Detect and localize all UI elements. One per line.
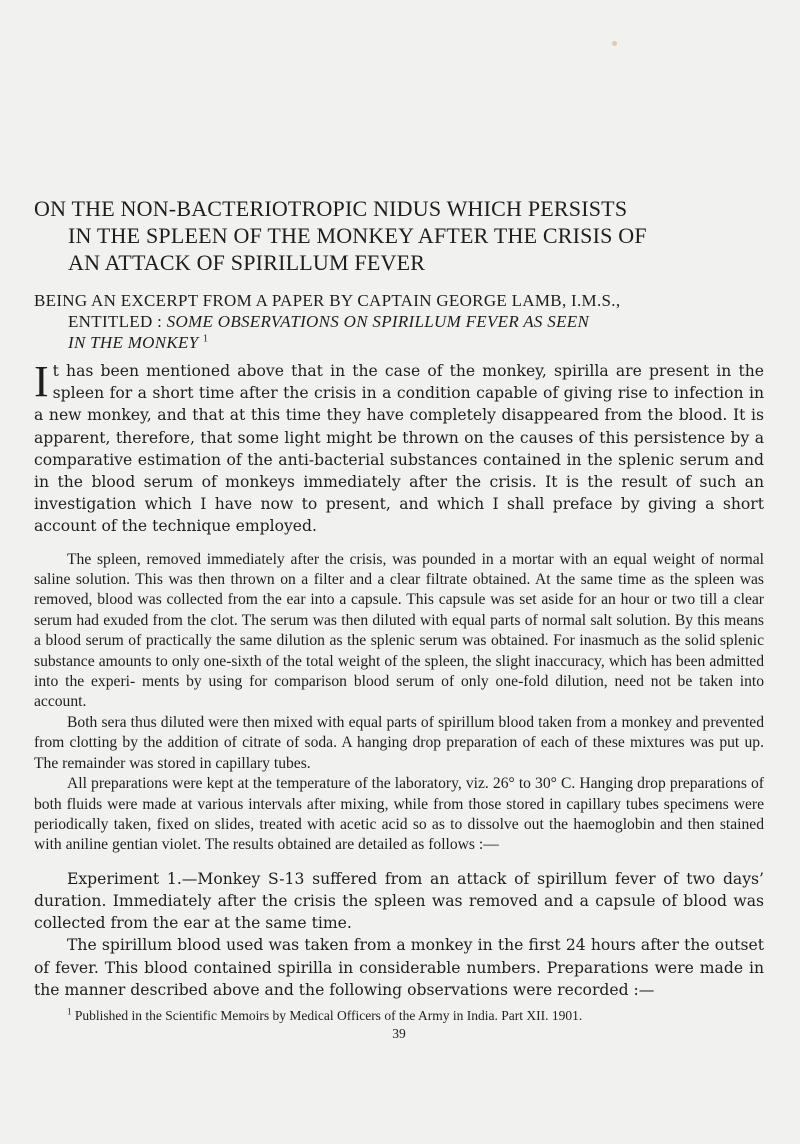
technique-paragraph-1: The spleen, removed immediately after the crisis, was pounded in a mortar with an equal weight of normal saline solution. This was then thrown on a filter and a clear filtrate obtained. At the same time as the spleen was removed, blood was collected from the ear into a capsule. This capsule was set aside for an hour or two till a clear serum had exuded from the clot. The serum was then diluted with equal parts of normal salt solution. By this means a blood serum of practically the same dilution as the splenic serum was obtained. For inasmuch as the solid splenic substance amounts to only one-sixth of the total weight of the spleen, the slight inaccuracy, which has been admitted into the experi- ments by using for comparison blood serum of only one-fold dilution, need not be taken into account. <box>34 550 764 711</box>
subtitle-paper-title-end: IN THE MONKEY <box>68 333 199 352</box>
footnote-text: Published in the Scientific Memoirs by Medical Officers of the Army in India. Part XII. 1901. <box>74 1007 583 1023</box>
intro-text: t has been mentioned above that in the case of the monkey, spirilla are present in the spleen for a short time after the crisis in a condition capable of giving rise to infection in a new monkey, and that at this time they have completely disappeared from the blood. It is apparent, therefore, that some light might be thrown on the causes of this persistence by a comparative estimation of the anti-bacterial substances contained in the splenic serum and in the blood serum of monkeys immediately after the crisis. It is the result of such an investigation which I have now to present, and which I shall preface by giving a short account of the technique employed. <box>34 362 764 536</box>
footnote-reference: 1 <box>203 333 209 345</box>
title-line-1: ON THE NON-BACTERIOTROPIC NIDUS WHICH PERSISTS <box>34 196 628 221</box>
experiment-1-paragraph-2: The spirillum blood used was taken from a monkey in the first 24 hours after the outset of fever. This blood contained spirilla in considerable numbers. Preparations were made in the manner described above and the following observations were recorded :— <box>34 936 764 999</box>
technique-paragraph-2: Both sera thus diluted were then mixed with equal parts of spirillum blood taken from a monkey and prevented from clotting by the addition of citrate of soda. A hanging drop preparation of each of these mixtures was put up. The remainder was stored in capillary tubes. <box>34 713 764 772</box>
page-number: 39 <box>392 1025 406 1041</box>
experiment-1-paragraph: Experiment 1.—Monkey S-13 suffered from an attack of spirillum fever of two days’ duration. Immediately after the crisis the spleen was removed and a capsule of blood was collected from the ear at the same time. <box>34 869 764 933</box>
technique-paragraph-3: All preparations were kept at the temperature of the laboratory, viz. 26° to 30° C. Hanging drop preparations of both fluids were made at various intervals after mixing, while from those stored in capillary tubes specimens were periodically taken, fixed on slides, treated with acetic acid so as to dissolve out the haemoglobin and then stained with aniline gentian violet. The results obtained are detailed as follows :— <box>34 775 764 854</box>
subtitle-paper-title: SOME OBSERVATIONS ON SPIRILLUM FEVER AS SEEN <box>166 312 590 331</box>
drop-cap: I <box>34 357 49 406</box>
subtitle-entitled: ENTITLED : <box>68 312 163 331</box>
subtitle-line-3 <box>34 332 764 353</box>
article-subtitle <box>34 290 764 353</box>
title-line-3: AN ATTACK OF SPIRILLUM FEVER <box>68 250 426 275</box>
footnote-marker: 1 <box>67 1006 72 1017</box>
paper-spot <box>612 41 617 46</box>
article-title <box>34 195 764 276</box>
subtitle-line-1: BEING AN EXCERPT FROM A PAPER BY CAPTAIN GEORGE LAMB, I.M.S., <box>34 291 621 310</box>
footnote <box>34 1007 764 1025</box>
intro-paragraph <box>34 357 764 538</box>
title-line-2: IN THE SPLEEN OF THE MONKEY AFTER THE CRISIS OF <box>68 223 647 248</box>
page <box>34 195 764 1043</box>
subtitle-line-2 <box>34 311 764 332</box>
